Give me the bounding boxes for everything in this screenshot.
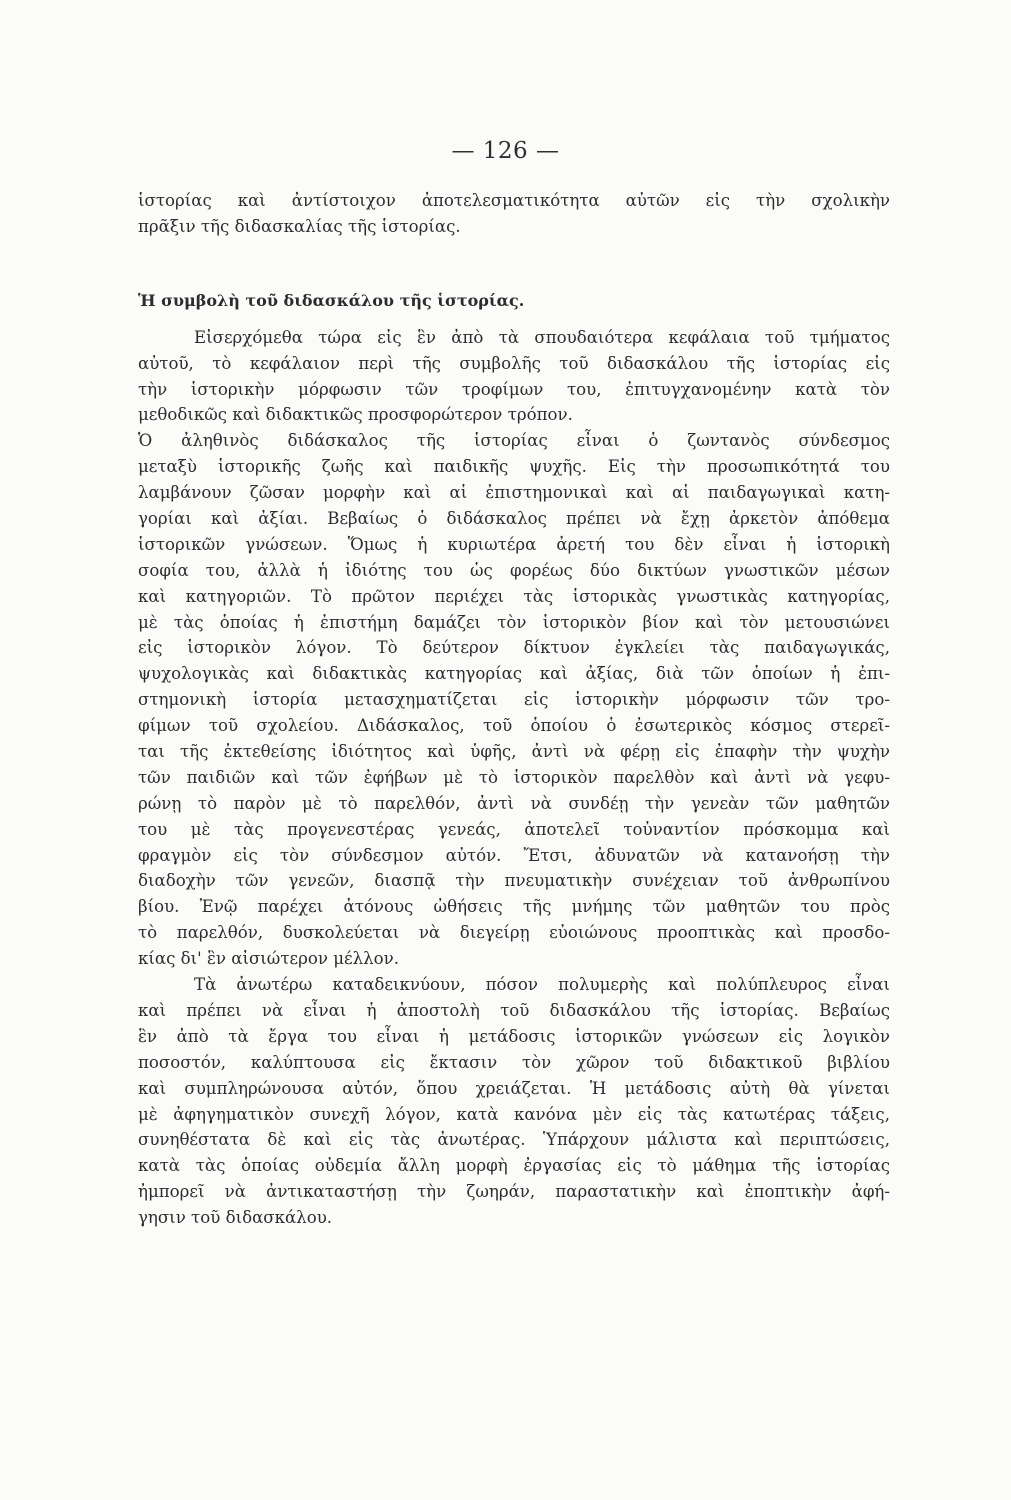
text-line: ἓν ἀπὸ τὰ ἔργα του εἶναι ἡ μετάδοσις ἱστορικῶν γνώσεων εἰς λογικὸν xyxy=(138,1026,890,1046)
text-line: τὴν ἱστορικὴν μόρφωσιν τῶν τροφίμων του, ἐπιτυγχανομένην κατὰ τὸν xyxy=(138,379,890,399)
page-number: — 126 — xyxy=(451,138,560,164)
text-line: αὐτοῦ, τὸ κεφάλαιον περὶ τῆς συμβολῆς τοῦ διδασκάλου τῆς ἱστορίας εἰς xyxy=(138,353,890,373)
text-line: Ὁ ἀληθινὸς διδάσκαλος τῆς ἱστορίας εἶναι ὁ ζωντανὸς σύνδεσμος xyxy=(138,431,890,451)
text-line: φραγμὸν εἰς τὸν σύνδεσμον αὐτόν. Ἔτσι, ἀδυνατῶν νὰ κατανοήσῃ τὴν xyxy=(138,845,890,865)
paragraph-3 xyxy=(138,972,890,1231)
text-line: ρώνῃ τὸ παρὸν μὲ τὸ παρελθόν, ἀντὶ νὰ συνδέῃ τὴν γενεὰν τῶν μαθητῶν xyxy=(138,793,890,813)
text-line: πρᾶξιν τῆς διδασκαλίας τῆς ἱστορίας. xyxy=(138,216,461,236)
text-line: μὲ τὰς ὁποίας ἡ ἐπιστήμη δαμάζει τὸν ἱστορικὸν βίον καὶ τὸν μετουσιώνει xyxy=(138,612,890,632)
text-line: σοφία του, ἀλλὰ ἡ ἰδιότης του ὡς φορέως δύο δικτύων γνωστικῶν μέσων xyxy=(138,560,890,580)
text-line: συνηθέστατα δὲ καὶ εἰς τὰς ἀνωτέρας. Ὑπάρχουν μάλιστα καὶ περιπτώσεις, xyxy=(138,1130,890,1150)
text-line: μὲ ἀφηγηματικὸν συνεχῆ λόγον, κατὰ κανόνα μὲν εἰς τὰς κατωτέρας τάξεις, xyxy=(138,1104,890,1124)
text-line: Εἰσερχόμεθα τώρα εἰς ἓν ἀπὸ τὰ σπουδαιότερα κεφάλαια τοῦ τμήματος xyxy=(194,327,890,347)
text-line: τῶν παιδιῶν καὶ τῶν ἐφήβων μὲ τὸ ἱστορικὸν παρελθὸν καὶ ἀντὶ νὰ γεφυ- xyxy=(138,767,890,787)
text-line: Τὰ ἀνωτέρω καταδεικνύουν, πόσον πολυμερὴς καὶ πολύπλευρος εἶναι xyxy=(194,975,890,995)
text-line: βίου. Ἐνῷ παρέχει ἀτόνους ὠθήσεις τῆς μνήμης τῶν μαθητῶν του πρὸς xyxy=(138,897,890,917)
text-line: γησιν τοῦ διδασκάλου. xyxy=(138,1208,333,1228)
text-line: λαμβάνουν ζῶσαν μορφὴν καὶ αἱ ἐπιστημονικαὶ καὶ αἱ παιδαγωγικαὶ κατη- xyxy=(138,483,890,503)
text-line: ἱστορίας καὶ ἀντίστοιχον ἀποτελεσματικότητα αὐτῶν εἰς τὴν σχολικὴν xyxy=(138,191,890,210)
text-line: καὶ πρέπει νὰ εἶναι ἡ ἀποστολὴ τοῦ διδασκάλου τῆς ἱστορίας. Βεβαίως xyxy=(138,1000,890,1020)
paragraph-gap xyxy=(138,240,890,288)
text-line: τὸ παρελθόν, δυσκολεύεται νὰ διεγείρῃ εὐοιώνους προοπτικὰς καὶ προσδο- xyxy=(138,923,890,943)
paragraph-2 xyxy=(138,428,890,972)
text-line: εἰς ἱστορικὸν λόγον. Τὸ δεύτερον δίκτυον ἐγκλείει τὰς παιδαγωγικάς, xyxy=(138,638,890,658)
intro-paragraph xyxy=(138,188,890,240)
text-line: στημονικὴ ἱστορία μετασχηματίζεται εἰς ἱστορικὴν μόρφωσιν τῶν τρο- xyxy=(138,690,890,710)
text-line: ἱστορικῶν γνώσεων. Ὅμως ἡ κυριωτέρα ἀρετή του δὲν εἶναι ἡ ἱστορικὴ xyxy=(138,534,890,554)
text-line: του μὲ τὰς προγενεστέρας γενεάς, ἀποτελεῖ τοὐναντίον πρόσκομμα καὶ xyxy=(138,819,890,839)
text-line: ἠμπορεῖ νὰ ἀντικαταστήσῃ τὴν ζωηράν, παραστατικὴν καὶ ἐποπτικὴν ἀφή- xyxy=(138,1182,890,1202)
text-line: μεθοδικῶς καὶ διδακτικῶς προσφορώτερον τρόπον. xyxy=(138,405,573,425)
text-line: ται τῆς ἐκτεθείσης ἰδιότητος καὶ ὑφῆς, ἀντὶ νὰ φέρῃ εἰς ἐπαφὴν τὴν ψυχὴν xyxy=(138,742,890,762)
text-line: κατὰ τὰς ὁποίας οὐδεμία ἄλλη μορφὴ ἐργασίας εἰς τὸ μάθημα τῆς ἱστορίας xyxy=(138,1156,890,1176)
text-line: μεταξὺ ἱστορικῆς ζωῆς καὶ παιδικῆς ψυχῆς. Εἰς τὴν προσωπικότητά του xyxy=(138,457,890,477)
text-line: καὶ συμπληρώνουσα αὐτόν, ὅπου χρειάζεται. Ἡ μετάδοσις αὐτὴ θὰ γίνεται xyxy=(138,1078,890,1098)
section-heading: Ἡ συμβολὴ τοῦ διδασκάλου τῆς ἱστορίας. xyxy=(138,290,525,310)
text-line: κίας δι' ἓν αἰσιώτερον μέλλον. xyxy=(138,949,399,969)
text-line: καὶ κατηγοριῶν. Τὸ πρῶτον περιέχει τὰς ἱστορικὰς γνωστικὰς κατηγορίας, xyxy=(138,586,890,606)
text-line: γορίαι καὶ ἀξίαι. Βεβαίως ὁ διδάσκαλος πρέπει νὰ ἔχῃ ἀρκετὸν ἀπόθεμα xyxy=(138,509,890,529)
text-line: διαδοχὴν τῶν γενεῶν, διασπᾷ τὴν πνευματικὴν συνέχειαν τοῦ ἀνθρωπίνου xyxy=(138,871,890,891)
text-line: ποσοστόν, καλύπτουσα εἰς ἔκτασιν τὸν χῶρον τοῦ διδακτικοῦ βιβλίου xyxy=(138,1052,890,1072)
text-line: ψυχολογικὰς καὶ διδακτικὰς κατηγορίας καὶ ἀξίας, διὰ τῶν ὁποίων ἡ ἐπι- xyxy=(138,664,890,684)
paragraph-1 xyxy=(138,325,890,429)
text-line: φίμων τοῦ σχολείου. Διδάσκαλος, τοῦ ὁποίου ὁ ἐσωτερικὸς κόσμος στερεῖ- xyxy=(138,716,890,736)
page-body xyxy=(138,188,890,1231)
